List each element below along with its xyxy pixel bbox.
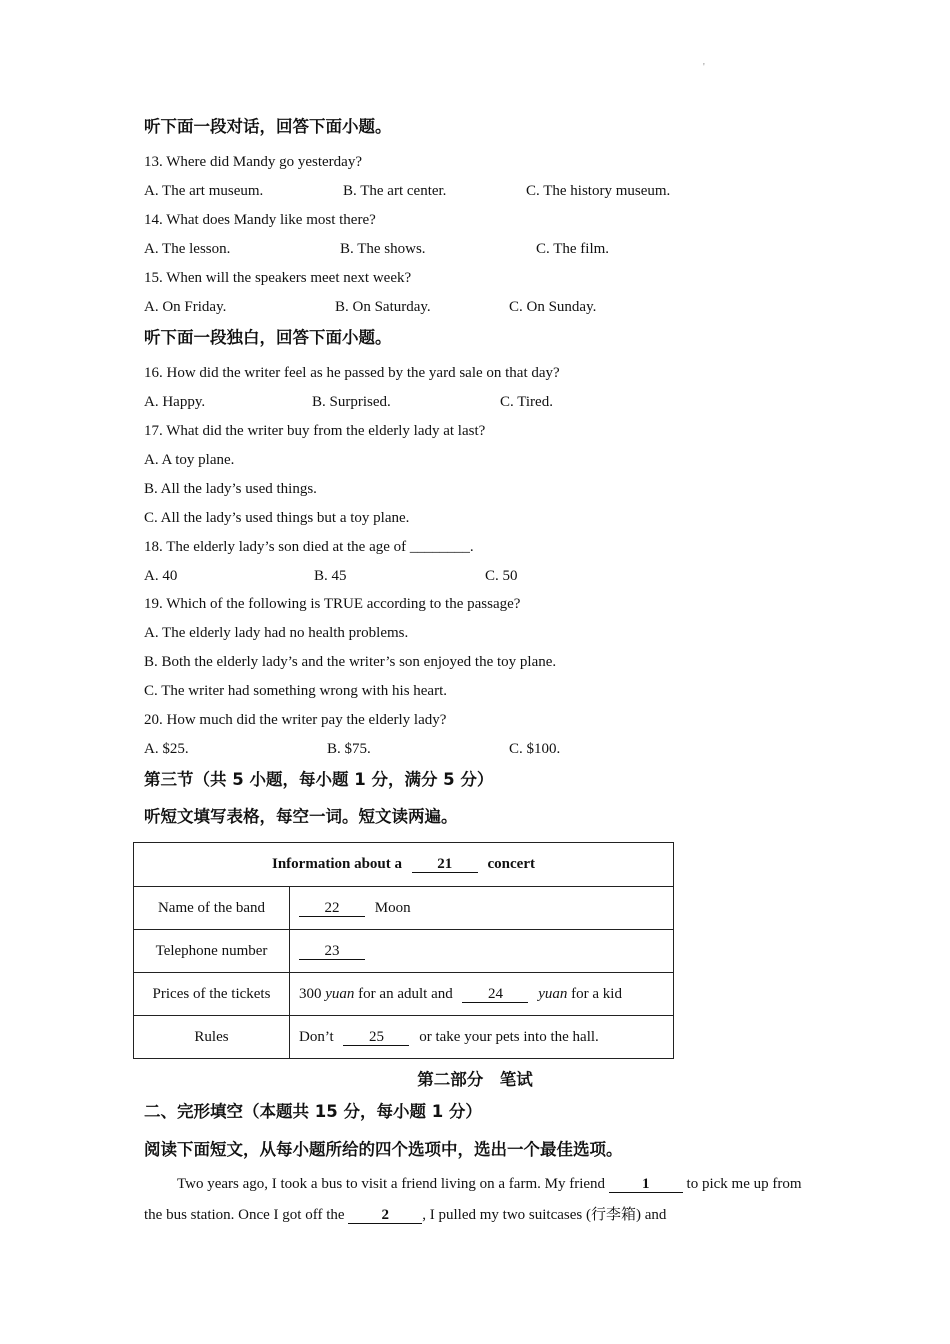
row-label: Name of the band (134, 887, 290, 930)
rules-prefix: Don’t (299, 1028, 334, 1045)
section3-heading: 第三节（共 5 小题，每小题 1 分，满分 5 分） (144, 770, 494, 789)
passage-text: , I pulled my two suitcases (行李箱) and (422, 1207, 667, 1223)
monologue-heading: 听下面一段独白，回答下面小题。 (144, 328, 392, 347)
cloze-instruction: 阅读下面短文，从每小题所给的四个选项中，选出一个最佳选项。 (144, 1140, 623, 1159)
question-19: 19. Which of the following is TRUE according to the passage? (144, 596, 521, 612)
passage-text: Two years ago, I took a bus to visit a friend living on a farm. My friend (177, 1176, 606, 1192)
band-name-suffix: Moon (374, 899, 411, 916)
question-17: 17. What did the writer buy from the elderly lady at last? (144, 423, 486, 439)
question-18: 18. The elderly lady’s son died at the age of ________. (144, 539, 474, 555)
row-value (290, 930, 674, 973)
q15-option-c: C. On Sunday. (509, 299, 597, 315)
blank-21: 21 (412, 856, 478, 873)
blank-25: 25 (343, 1029, 409, 1046)
row-label: Rules (134, 1016, 290, 1059)
question-15: 15. When will the speakers meet next week? (144, 270, 412, 286)
table-title-suffix: concert (487, 856, 535, 872)
blank-22: 22 (299, 900, 365, 917)
unit-yuan: yuan (325, 985, 355, 1002)
q13-option-b: B. The art center. (343, 183, 447, 199)
table-title (134, 843, 674, 887)
question-14: 14. What does Mandy like most there? (144, 212, 376, 228)
blank-24: 24 (462, 986, 528, 1003)
cloze-heading: 二、完形填空（本题共 15 分，每小题 1 分） (144, 1102, 482, 1121)
q16-option-a: A. Happy. (144, 394, 206, 410)
q16-option-c: C. Tired. (500, 394, 553, 410)
q14-option-a: A. The lesson. (144, 241, 231, 257)
q18-option-a: A. 40 (144, 568, 178, 584)
dialogue-heading: 听下面一段对话，回答下面小题。 (144, 117, 392, 136)
q18-option-b: B. 45 (314, 568, 347, 584)
row-value (290, 973, 674, 1016)
q13-option-c: C. The history museum. (526, 183, 671, 199)
page-mark: ' (703, 62, 705, 73)
unit-yuan: yuan (538, 985, 568, 1002)
table-row (134, 973, 674, 1016)
q20-option-c: C. $100. (509, 741, 561, 757)
part2-heading: 第二部分 笔试 (417, 1070, 533, 1089)
q14-option-b: B. The shows. (340, 241, 426, 257)
row-value (290, 887, 674, 930)
q19-option-b: B. Both the elderly lady’s and the writer’s son enjoyed the toy plane. (144, 654, 557, 670)
cloze-passage (144, 1169, 804, 1231)
section3-instruction: 听短文填写表格，每空一词。短文读两遍。 (144, 807, 458, 826)
price-text: for an adult and (358, 985, 453, 1002)
cloze-blank-2: 2 (348, 1207, 422, 1224)
q13-option-a: A. The art museum. (144, 183, 264, 199)
rules-suffix: or take your pets into the hall. (419, 1028, 599, 1045)
q17-option-c: C. All the lady’s used things but a toy plane. (144, 510, 410, 526)
passage-text: to pick me up from the bus station. Once I got off the (144, 1176, 802, 1223)
table-row (134, 1016, 674, 1059)
blank-23: 23 (299, 943, 365, 960)
cloze-blank-1: 1 (609, 1176, 683, 1193)
q17-option-a: A. A toy plane. (144, 452, 235, 468)
price-kid-text: for a kid (571, 985, 622, 1002)
q17-option-b: B. All the lady’s used things. (144, 481, 317, 497)
q19-option-c: C. The writer had something wrong with his heart. (144, 683, 448, 699)
price-adult: 300 (299, 985, 322, 1002)
question-13: 13. Where did Mandy go yesterday? (144, 154, 362, 170)
info-table (133, 842, 674, 1059)
row-label: Telephone number (134, 930, 290, 973)
question-20: 20. How much did the writer pay the elderly lady? (144, 712, 447, 728)
q18-option-c: C. 50 (485, 568, 518, 584)
question-16: 16. How did the writer feel as he passed by the yard sale on that day? (144, 365, 560, 381)
q15-option-b: B. On Saturday. (335, 299, 431, 315)
table-row (134, 930, 674, 973)
table-title-text: Information about a (272, 856, 403, 872)
q16-option-b: B. Surprised. (312, 394, 391, 410)
table-row (134, 887, 674, 930)
row-value (290, 1016, 674, 1059)
row-label: Prices of the tickets (134, 973, 290, 1016)
q19-option-a: A. The elderly lady had no health problems. (144, 625, 409, 641)
q20-option-a: A. $25. (144, 741, 189, 757)
q15-option-a: A. On Friday. (144, 299, 227, 315)
q20-option-b: B. $75. (327, 741, 371, 757)
q14-option-c: C. The film. (536, 241, 610, 257)
